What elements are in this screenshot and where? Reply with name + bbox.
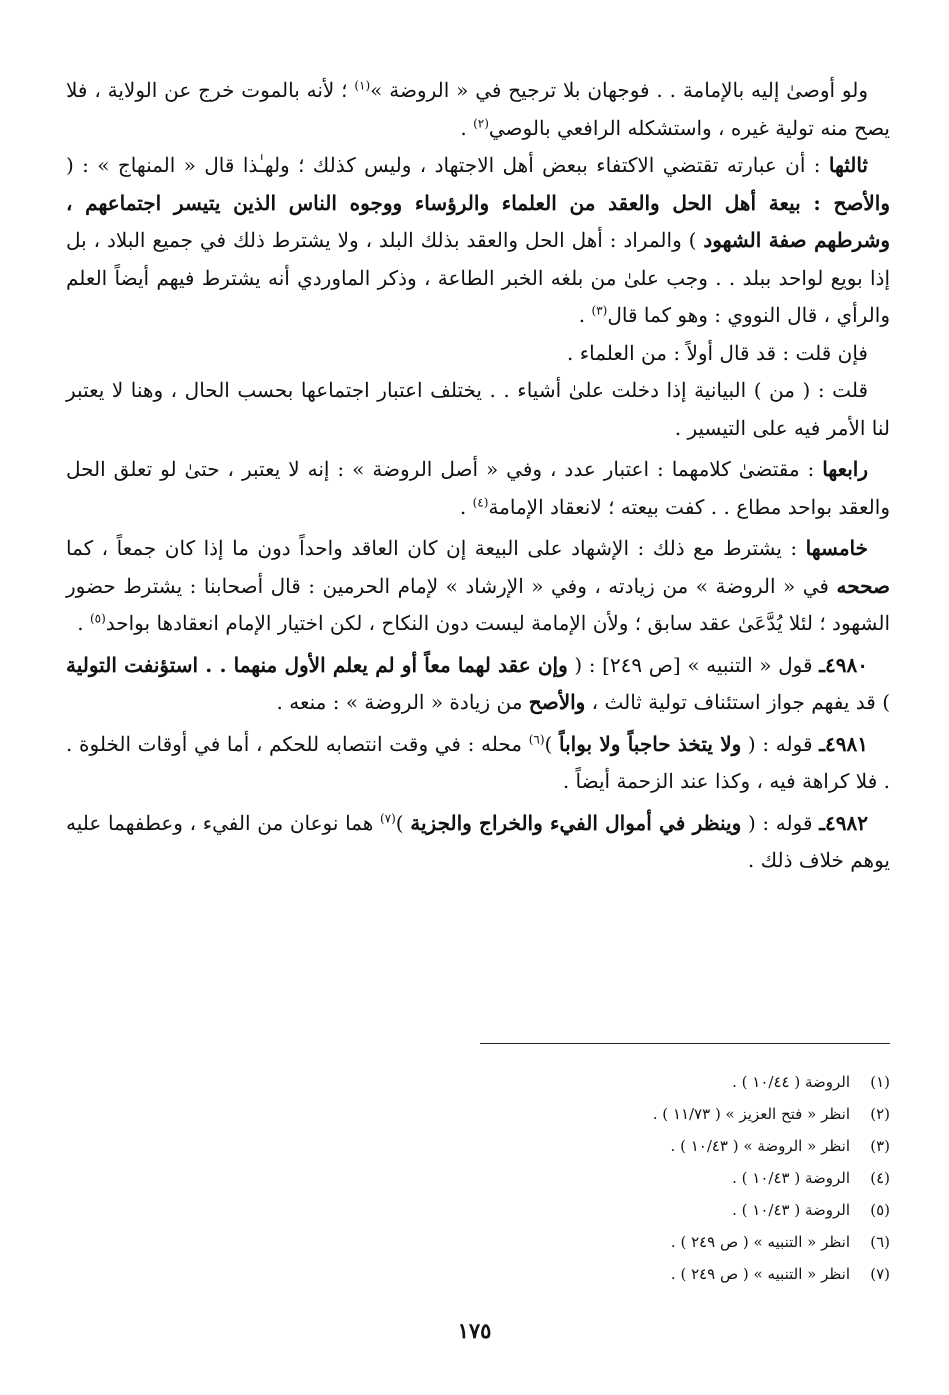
text: هما نوعان من الفيء ، وعطفهما عليه يوهم خلاف ذلك . bbox=[66, 810, 890, 872]
text: : مقتضىٰ كلامهما : اعتبار عدد ، وفي « أصل الروضة » : إنه لا يعتبر ، حتىٰ لو تعلق الحل والعقد بواحد مطاع . . كفت بيعته ؛ لانعقاد الإمامة bbox=[66, 457, 890, 519]
text: . bbox=[460, 115, 474, 140]
paragraph-4: قلت : ( من ) البيانية إذا دخلت علىٰ أشياء . . يختلف اعتبار اجتماعها بحسب الحال ، وهنا لا يعتبر لنا الأمر فيه على التيسير . bbox=[66, 378, 890, 440]
text: ) bbox=[544, 731, 559, 756]
quoted-text: وإن عقد لهما معاً أو لم يعلم الأول منهما . . استؤنفت التولية bbox=[66, 652, 568, 677]
paragraph-1 bbox=[66, 72, 890, 147]
text: . bbox=[578, 303, 592, 327]
footnote-text: الروضة ( ١٠/٤٤ ) . bbox=[732, 1073, 850, 1091]
footnote-number: (٣) bbox=[870, 1137, 890, 1155]
paragraph-5 bbox=[66, 451, 890, 526]
footnote-divider bbox=[480, 1043, 890, 1044]
section-lead: رابعها bbox=[822, 457, 868, 481]
paragraph-7 bbox=[66, 647, 890, 722]
footnote-ref-5[interactable]: (٥) bbox=[89, 611, 106, 626]
footnote-7 bbox=[470, 1258, 890, 1290]
paragraph-9 bbox=[66, 805, 890, 880]
footnote-number: (٢) bbox=[870, 1105, 890, 1123]
emphasis: صححه bbox=[836, 573, 890, 598]
paragraph-3: فإن قلت : قد قال أولاً : من العلماء . bbox=[567, 340, 868, 365]
footnote-ref-1[interactable]: (١) bbox=[354, 78, 371, 93]
page-number: ١٧٥ bbox=[457, 1318, 492, 1343]
quoted-text: والأصح : بيعة أهل الحل والعقد من العلماء والرؤساء ووجوه الناس الذين يتيسر اجتماعهم ، وشرطهم صفة الشهود bbox=[66, 190, 890, 252]
text: ) قد يفهم جواز استئناف تولية ثالث ، bbox=[585, 690, 890, 714]
text: ؛ لأنه بالموت خرج عن الولاية ، فلا يصح منه تولية غيره ، واستشكله الرافعي بالوصي bbox=[66, 78, 890, 140]
issue-number: ٤٩٨٢ـ bbox=[819, 810, 868, 835]
text: ) والمراد : أهل الحل والعقد بذلك البلد ، ولا يشترط ذلك في جميع البلاد ، بل إذا بويع لواحد ببلد . . وجب علىٰ من بلغه الخبر الطاعة ، وذكر الماوردي أنه يشترط فيهم أيضاً العلم والرأي ، قال النووي : وهو كما قال bbox=[66, 228, 890, 327]
footnote-3 bbox=[470, 1130, 890, 1162]
footnote-ref-4[interactable]: (٤) bbox=[472, 494, 489, 509]
footnote-1 bbox=[470, 1066, 890, 1098]
paragraph-2 bbox=[66, 147, 890, 335]
page-body bbox=[66, 72, 890, 880]
text: . bbox=[77, 611, 90, 635]
paragraph-6 bbox=[66, 530, 890, 643]
text: : أن عبارته تقتضي الاكتفاء ببعض أهل الاجتهاد ، وليس كذلك ؛ ولهـٰذا قال « المنهاج » : ( bbox=[66, 153, 829, 177]
footnotes bbox=[470, 1066, 890, 1290]
issue-number: ٤٩٨١ـ bbox=[819, 731, 868, 756]
footnote-text: انظر « التنبيه » ( ص ٢٤٩ ) . bbox=[670, 1265, 850, 1283]
footnote-text: انظر « التنبيه » ( ص ٢٤٩ ) . bbox=[670, 1233, 850, 1251]
footnote-4 bbox=[470, 1162, 890, 1194]
text: ) bbox=[395, 810, 411, 835]
text: في « الروضة » من زيادته ، وفي « الإرشاد » لإمام الحرمين : قال أصحابنا : يشترط حضور الشهود ؛ لئلا يُدَّعَىٰ عقد سابق ؛ ولأن الإمامة ليست دون النكاح ، لكن اختيار الإمام انعقادها بواحد bbox=[66, 573, 890, 635]
footnote-ref-6[interactable]: (٦) bbox=[528, 731, 545, 746]
footnote-number: (٤) bbox=[870, 1169, 890, 1187]
section-lead: ثالثها bbox=[828, 153, 868, 177]
footnote-5 bbox=[470, 1194, 890, 1226]
section-lead: خامسها bbox=[805, 536, 868, 560]
text: من زيادة « الروضة » : منعه . bbox=[276, 690, 529, 714]
footnote-number: (٥) bbox=[870, 1201, 890, 1219]
footnote-ref-2[interactable]: (٢) bbox=[473, 115, 489, 130]
footnote-ref-3[interactable]: (٣) bbox=[591, 303, 608, 318]
text: قوله : ( bbox=[741, 731, 820, 756]
text: محله : في وقت انتصابه للحكم ، أما في أوقات الخلوة . . فلا كراهة فيه ، وكذا عند الزحمة أيضاً . bbox=[66, 731, 890, 793]
issue-number: ٤٩٨٠ـ bbox=[819, 652, 868, 677]
text: قوله : ( bbox=[741, 810, 820, 835]
text: . bbox=[459, 494, 473, 519]
text: : يشترط مع ذلك : الإشهاد على البيعة إن كان العاقد واحداً دون ما إذا كان جمعاً ، كما bbox=[66, 536, 806, 560]
footnote-6 bbox=[470, 1226, 890, 1258]
footnote-number: (١) bbox=[870, 1073, 890, 1091]
footnote-number: (٧) bbox=[870, 1265, 890, 1283]
text: قول « التنبيه » [ص ٢٤٩] : ( bbox=[567, 652, 820, 677]
quoted-text: وينظر في أموال الفيء والخراج والجزية bbox=[410, 810, 742, 835]
footnote-ref-7[interactable]: (٧) bbox=[379, 810, 396, 825]
paragraph-8 bbox=[66, 726, 890, 801]
emphasis: والأصح bbox=[528, 690, 586, 714]
footnote-text: انظر « الروضة » ( ١٠/٤٣ ) . bbox=[670, 1137, 850, 1155]
footnote-text: الروضة ( ١٠/٤٣ ) . bbox=[732, 1201, 850, 1219]
quoted-text: ولا يتخذ حاجباً ولا بواباً bbox=[558, 731, 742, 756]
footnote-text: انظر « فتح العزيز » ( ١١/٧٣ ) . bbox=[652, 1105, 850, 1123]
footnote-text: الروضة ( ١٠/٤٣ ) . bbox=[732, 1169, 850, 1187]
footnote-2 bbox=[470, 1098, 890, 1130]
footnote-number: (٦) bbox=[870, 1233, 890, 1251]
text: ولو أوصىٰ إليه بالإمامة . . فوجهان بلا ترجيح في « الروضة » bbox=[370, 78, 869, 102]
